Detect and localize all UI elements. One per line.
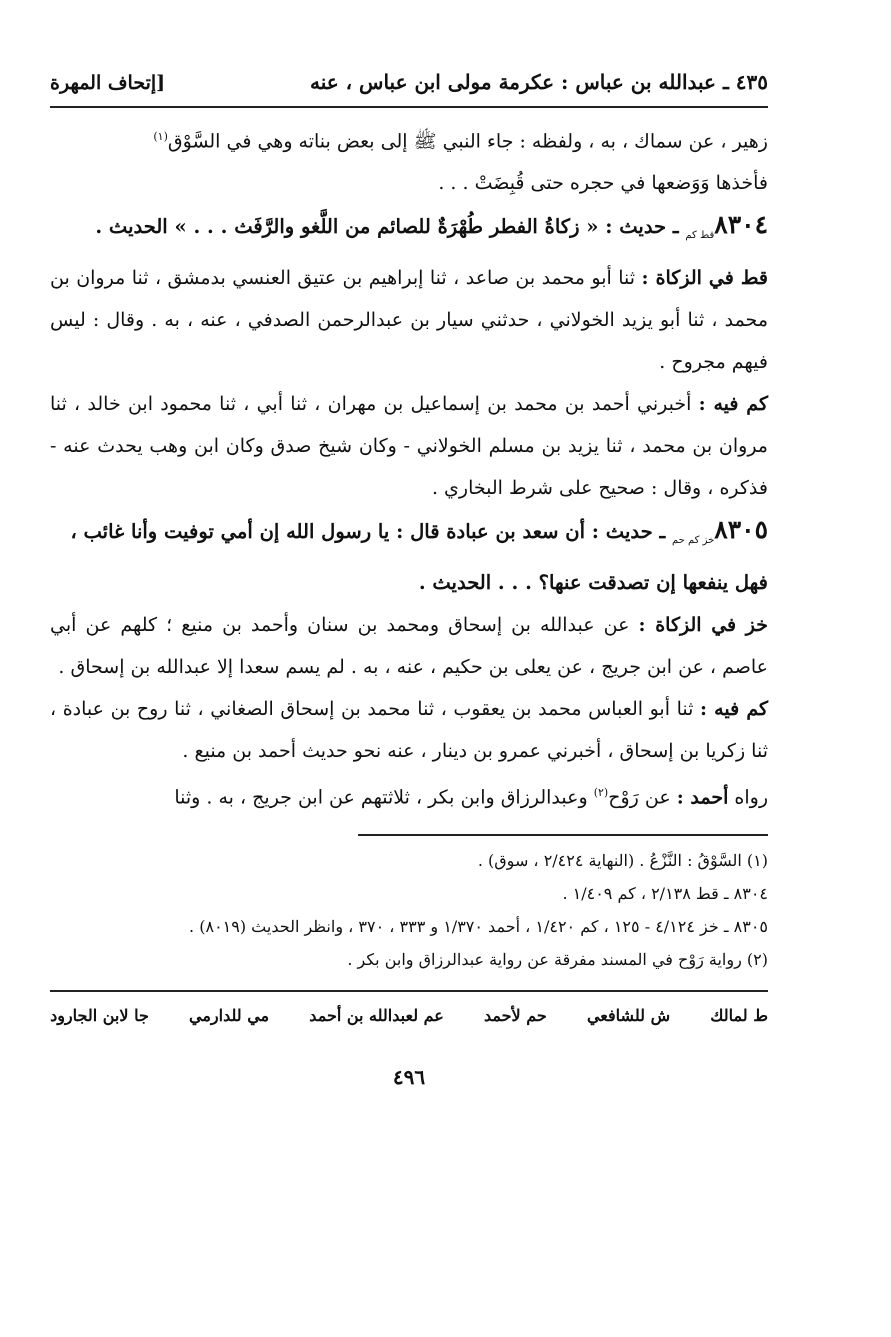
footnote: ٨٣٠٥ ـ خز ٤/١٢٤ - ١٢٥ ، كم ١/٤٢٠ ، أحمد ١/٣٧٠ و ٣٣٣ ، ٣٧٠ ، وانظر الحديث (٨٠١٩) . bbox=[189, 917, 768, 937]
footnote: (١) السَّوْقُ : النَّزْعُ . (النهاية ٢/٤٢٤ ، سوق) . bbox=[477, 851, 768, 871]
intro-line1: زهير ، عن سماك ، به ، ولفظه : جاء النبي ﷺ إلى بعض بناته وهي في السَّوْق bbox=[167, 130, 768, 153]
intro-line2: فأخذها وَوَضعها في حجره حتى قُبِضَتْ . . . bbox=[438, 172, 768, 195]
entry-source-codes: خز كم حم bbox=[671, 535, 715, 547]
abbreviation: حم لأحمد bbox=[484, 1006, 547, 1026]
source-paragraph bbox=[50, 604, 768, 688]
hadith-entry-8304 bbox=[50, 204, 768, 257]
running-header bbox=[50, 70, 768, 108]
source-lead: كم فيه : bbox=[698, 393, 768, 416]
source-text: وعبدالرزاق وابن بكر ، ثلاثتهم عن ابن جريج ، به . وثنا bbox=[174, 786, 588, 809]
entry-text: ـ حديث : أن سعد بن عبادة قال : يا رسول الله إن أمي توفيت وأنا غائب ، فهل ينفعها إن تصدقت عنها؟ . . . الحديث . bbox=[70, 520, 768, 595]
header-title: ٤٣٥ ـ عبدالله بن عباس : عكرمة مولى ابن عباس ، عنه bbox=[309, 70, 768, 94]
footnote: (٢) رواية رَوْح في المسند مفرقة عن رواية عبدالرزاق وابن بكر . bbox=[347, 950, 768, 970]
page-body bbox=[50, 116, 768, 1089]
source-paragraph bbox=[50, 688, 768, 772]
abbreviation: عم لعبدالله بن أحمد bbox=[309, 1006, 444, 1026]
abbreviation: جا لابن الجارود bbox=[50, 1006, 149, 1026]
intro-paragraph bbox=[50, 116, 768, 204]
source-text: عن عبدالله بن إسحاق ومحمد بن سنان وأحمد بن منيع ؛ كلهم عن أبي عاصم ، عن ابن جريج ، عن يعلى بن حكيم ، عنه ، به . لم يسم سعدا إلا عبدالله بن إسحاق . bbox=[50, 614, 768, 679]
abbreviation: ط لمالك bbox=[710, 1006, 768, 1026]
footnote-ref-2: (٢) bbox=[593, 786, 609, 800]
source-lead: كم فيه : bbox=[699, 698, 769, 721]
footnote-divider bbox=[358, 834, 768, 836]
source-text: ثنا أبو محمد بن صاعد ، ثنا إبراهيم بن عتيق العنسي بدمشق ، ثنا مروان بن محمد ، ثنا أبو يزيد الخولاني ، حدثني سيار بن عبدالرحمن الصدفي ، عنه ، به . وقال : ليس فيهم مجروح . bbox=[50, 267, 768, 374]
page-number: ٤٩٦ bbox=[392, 1065, 426, 1090]
abbreviations-key bbox=[50, 992, 768, 1025]
source-lead: قط في الزكاة : bbox=[641, 267, 768, 290]
abbreviation: ش للشافعي bbox=[586, 1006, 671, 1026]
entry-source-codes: قط كم bbox=[685, 230, 715, 242]
book-page bbox=[50, 70, 768, 1089]
source-lead: أحمد : bbox=[676, 786, 729, 809]
header-book-title: [إتحاف المهرة bbox=[50, 72, 166, 94]
entry-number: ٨٣٠٤ bbox=[714, 210, 768, 240]
source-text: عن رَوْح bbox=[608, 786, 671, 809]
source-paragraph bbox=[50, 383, 768, 509]
source-paragraph bbox=[50, 772, 768, 818]
footnote: ٨٣٠٤ ـ قط ٢/١٣٨ ، كم ١/٤٠٩ . bbox=[562, 884, 768, 904]
entry-text: ـ حديث : « زكاةُ الفطر طُهْرَةٌ للصائم من اللَّغو والرَّفَث . . . » الحديث . bbox=[95, 215, 679, 239]
source-lead: خز في الزكاة : bbox=[638, 614, 768, 637]
entry-number: ٨٣٠٥ bbox=[714, 515, 768, 545]
abbreviation: مي للدارمي bbox=[189, 1006, 270, 1026]
source-lead-plain: رواه bbox=[734, 786, 768, 809]
source-paragraph bbox=[50, 257, 768, 383]
source-text: أخبرني أحمد بن محمد بن إسماعيل بن مهران ، ثنا أبي ، ثنا محمود ابن خالد ، ثنا مروان بن محمد ، ثنا يزيد بن مسلم الخولاني - وكان شيخ صدق وكان ابن وهب يحدث عنه - فذكره ، وقال : صحيح على شرط البخاري . bbox=[50, 393, 768, 500]
source-text: ثنا أبو العباس محمد بن يعقوب ، ثنا محمد بن إسحاق الصغاني ، ثنا روح بن عبادة ، ثنا زكريا بن إسحاق ، أخبرني عمرو بن دينار ، عنه نحو حديث أحمد بن منيع . bbox=[50, 698, 768, 763]
footnote-ref-1: (١) bbox=[153, 130, 168, 143]
hadith-entry-8305 bbox=[50, 509, 768, 604]
